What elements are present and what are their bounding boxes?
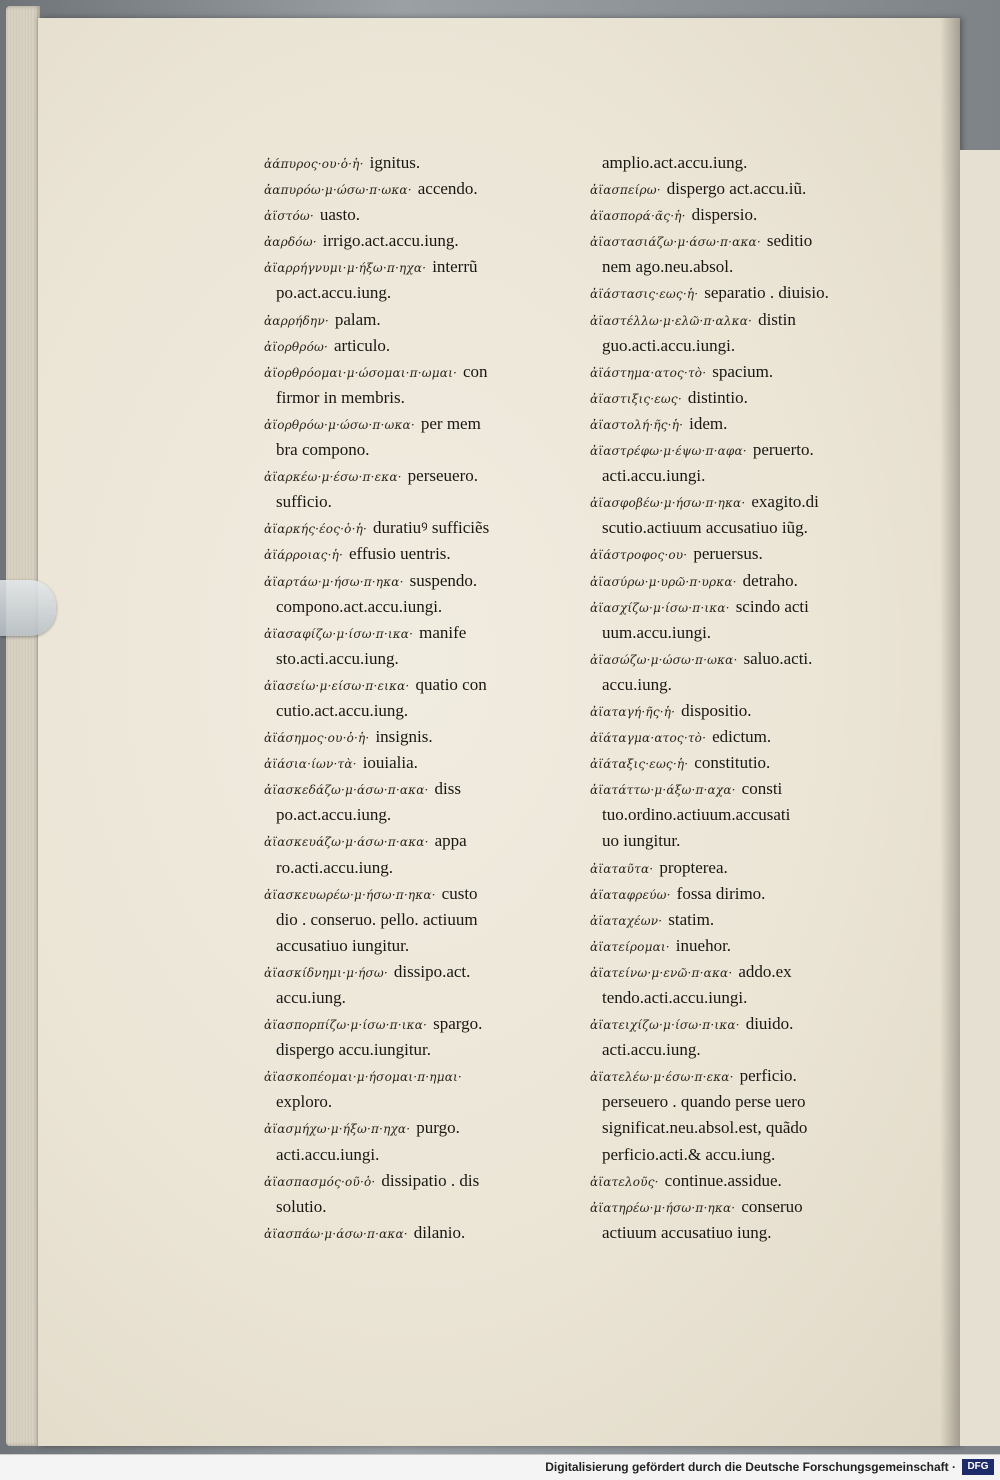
latin-gloss: po.act.accu.iung. [276,805,392,825]
dictionary-line [264,1011,524,1037]
greek-headword: ἀϊασύρω·μ·υρῶ·π·υρκα· [590,574,737,589]
greek-headword: ἀαρρήδην· [264,313,329,328]
page-block-edge [6,6,40,1446]
dictionary-line [590,907,890,933]
dictionary-line [264,1220,524,1246]
greek-headword: ἀϊασκίδνημι·μ·ήσω· [264,965,388,980]
page-gutter [940,18,960,1446]
dictionary-line [590,855,890,881]
latin-gloss: accusatiuo iungitur. [276,935,410,955]
latin-gloss: dispositio. [681,700,752,720]
latin-gloss: uum.accu.iungi. [602,622,712,642]
latin-gloss: diuido. [745,1014,794,1034]
dictionary-line [590,881,890,907]
latin-gloss: sto.acti.accu.iung. [276,648,399,668]
latin-gloss: dissipo.act. [393,961,471,981]
latin-gloss: scutio.actiuum accusatiuo iũg. [602,518,808,538]
dictionary-line [590,176,890,202]
latin-gloss: edictum. [712,727,772,747]
greek-headword: ἀϊασφοβέω·μ·ήσω·π·ηκα· [590,496,746,511]
dictionary-line [264,437,524,463]
latin-gloss: tendo.acti.accu.iungi. [602,988,748,1007]
greek-headword: ἀϊατάττω·μ·άξω·π·αχα· [590,783,736,798]
greek-headword: ἀϊαταῦτα· [590,861,654,876]
dictionary-line [264,724,524,750]
greek-headword: ἀϊορθρόω· [264,339,328,354]
dictionary-line [264,750,524,776]
latin-gloss: tuo.ordino.actiuum.accusati [602,805,791,825]
dictionary-line [264,202,524,228]
greek-headword: ἀϊαταγή·ῆς·ἡ· [590,704,676,719]
latin-gloss: palam. [334,309,381,329]
greek-headword: ἀϊάστημα·ατος·τὸ· [590,365,707,380]
latin-gloss: duratiuꝰ sufficiẽs [373,518,490,538]
greek-headword: ἀϊασκεδάζω·μ·άσω·π·ακα· [264,783,429,798]
latin-gloss: purgo. [416,1118,460,1138]
latin-gloss: perseuero . quando perse uero [602,1092,806,1112]
greek-headword: ἀϊάταξις·εως·ἡ· [590,757,689,772]
latin-gloss: uo iungitur. [602,831,681,851]
dictionary-line [590,750,890,776]
greek-headword: ἀϊστόω· [264,209,314,224]
latin-gloss: per mem [420,413,481,433]
latin-gloss: effusio uentris. [349,544,451,564]
dictionary-line [590,359,890,385]
dictionary-line [590,1220,890,1246]
latin-gloss: idem. [689,413,728,433]
greek-headword: ἀϊορθρόω·μ·ώσω·π·ωκα· [264,417,415,432]
dictionary-line [590,541,890,567]
latin-gloss: separatio . diuisio. [704,283,829,303]
dictionary-line [264,1168,524,1194]
greek-headword: ἀϊαστρέφω·μ·έψω·π·αφα· [590,444,747,459]
dictionary-line [264,1142,524,1168]
latin-gloss: bra compono. [276,440,370,460]
dictionary-line [590,1063,890,1089]
dictionary-line [264,855,524,881]
latin-gloss: sufficio. [276,492,332,512]
latin-gloss: guo.acti.accu.iungi. [602,335,736,355]
latin-gloss: accendo. [417,179,478,199]
latin-gloss: spargo. [433,1014,483,1034]
latin-gloss: dio . conseruo. pello. actiuum [276,909,478,929]
latin-gloss: conseruo [741,1196,803,1216]
latin-gloss: suspendo. [409,570,478,590]
greek-headword: ἀϊασκευάζω·μ·άσω·π·ακα· [264,835,429,850]
dictionary-line [264,907,524,933]
greek-headword: ἀϊασχίζω·μ·ίσω·π·ικα· [590,600,730,615]
greek-headword: ἀϊάστασις·εως·ἡ· [590,287,699,302]
latin-gloss: consti [741,779,783,799]
latin-gloss: accu.iung. [602,674,672,694]
latin-gloss: insignis. [375,727,433,747]
dictionary-line [264,515,524,541]
greek-headword: ἀϊατελοῦς· [590,1174,659,1189]
latin-gloss: con [462,361,488,381]
latin-gloss: irrigo.act.accu.iung. [322,231,459,251]
dictionary-line [590,828,890,854]
latin-gloss: addo.ex [738,961,792,981]
greek-headword: ἀϊασπείρω· [590,183,661,198]
dictionary-line [264,1089,524,1115]
dictionary-line [590,933,890,959]
dictionary-line [264,333,524,359]
dictionary-line [590,620,890,646]
latin-gloss: continue.assidue. [664,1170,782,1190]
greek-headword: ἀϊασπορά·ᾶς·ἡ· [590,209,686,224]
greek-headword: ἀϊάταγμα·ατος·τὸ· [590,731,707,746]
dictionary-line [590,202,890,228]
footer-credit: Digitalisierung gefördert durch die Deutsche Forschungsgemeinschaft · [545,1460,956,1474]
dictionary-line [264,385,524,411]
greek-headword: ἀϊασείω·μ·είσω·π·εικα· [264,678,410,693]
latin-gloss: distin [758,309,796,329]
dictionary-line [590,1115,890,1141]
latin-gloss: custo [441,883,478,903]
dictionary-line [590,646,890,672]
dictionary-line [590,333,890,359]
latin-gloss: perficio. [739,1066,797,1086]
latin-gloss: articulo. [334,335,391,355]
latin-gloss: compono.act.accu.iungi. [276,596,443,616]
greek-headword: ἀαρδόω· [264,235,317,250]
dictionary-line [264,1063,524,1089]
latin-gloss: distintio. [687,387,748,407]
latin-gloss: dispergo act.accu.iũ. [666,179,807,199]
latin-gloss: seditio [766,231,813,251]
greek-headword: ἀϊάσια·ίων·τὰ· [264,757,357,772]
dictionary-line [264,359,524,385]
greek-headword: ἀάπυρος·ου·ὁ·ἡ· [264,157,364,171]
dictionary-line [590,672,890,698]
greek-headword: ἀϊαστιξις·εως· [590,391,682,406]
latin-gloss: peruersus. [693,544,763,564]
latin-gloss: spacium. [712,361,774,381]
greek-headword: ἀϊαταχέων· [590,913,663,928]
latin-gloss: amplio.act.accu.iung. [602,153,748,172]
dictionary-line [264,150,524,176]
greek-headword: ἀϊαρκής·έος·ὁ·ἡ· [264,522,368,537]
dictionary-line [590,254,890,280]
dfg-logo: DFG [962,1459,994,1475]
latin-gloss: ignitus. [369,153,421,172]
dictionary-line [590,307,890,333]
latin-gloss: accu.iung. [276,988,346,1007]
latin-gloss: scindo acti [735,596,809,616]
dictionary-line [264,776,524,802]
dictionary-line [264,594,524,620]
dictionary-line [590,411,890,437]
latin-gloss: appa [434,831,467,851]
greek-headword: ἀϊατηρέω·μ·ήσω·π·ηκα· [590,1200,736,1215]
dictionary-line [590,280,890,306]
dictionary-line [264,985,524,1011]
dictionary-line [264,646,524,672]
greek-headword: ἀϊατείνω·μ·ενῶ·π·ακα· [590,965,733,980]
dictionary-line [264,568,524,594]
dictionary-line [590,698,890,724]
latin-gloss: perficio.acti.& accu.iung. [602,1144,776,1164]
dictionary-line [264,881,524,907]
latin-gloss: detraho. [742,570,798,590]
latin-gloss: peruerto. [752,440,814,460]
latin-gloss: fossa dirimo. [676,883,766,903]
dictionary-line [264,280,524,306]
greek-headword: ἀϊασκοπέομαι·μ·ήσομαι·π·ημαι· [264,1070,462,1085]
latin-gloss: dispersio. [691,205,758,225]
greek-headword: ἀϊορθρόομαι·μ·ώσομαι·π·ωμαι· [264,365,457,380]
dictionary-line [590,385,890,411]
greek-headword: ἀϊαρτάω·μ·ήσω·π·ηκα· [264,574,404,589]
dictionary-line [590,959,890,985]
greek-headword: ἀϊατειχίζω·μ·ίσω·π·ικα· [590,1018,740,1033]
latin-gloss: constitutio. [694,753,771,773]
dictionary-line [590,1089,890,1115]
dictionary-line [264,698,524,724]
greek-headword: ἀϊάρροιας·ἡ· [264,548,343,563]
latin-gloss: propterea. [659,857,728,877]
dictionary-line [590,802,890,828]
dictionary-line [590,228,890,254]
dictionary-line [590,463,890,489]
latin-gloss: inuehor. [675,935,732,955]
greek-headword: ἀϊάστροφος·ου· [590,548,688,563]
dictionary-line [264,176,524,202]
right-column [590,150,890,1246]
greek-headword: ἀϊαστασιάζω·μ·άσω·π·ακα· [590,235,761,250]
dictionary-line [590,594,890,620]
dictionary-line [264,620,524,646]
latin-gloss: firmor in membris. [276,387,405,407]
dictionary-line [264,933,524,959]
greek-headword: ἀϊατελέω·μ·έσω·π·εκα· [590,1070,734,1085]
latin-gloss: uasto. [319,205,361,225]
dictionary-line [590,985,890,1011]
greek-headword: ἀϊατείρομαι· [590,939,670,954]
greek-headword: ἀϊασώζω·μ·ώσω·π·ωκα· [590,652,738,667]
greek-headword: ἀϊαρρήγνυμι·μ·ήξω·π·ηχα· [264,261,427,276]
latin-gloss: actiuum accusatiuo iung. [602,1222,772,1242]
latin-gloss: dissipatio . dis [381,1170,480,1190]
latin-gloss: acti.accu.iungi. [602,466,706,486]
latin-gloss: diss [434,779,462,799]
greek-headword: ἀϊασπάω·μ·άσω·π·ακα· [264,1226,408,1241]
dictionary-line [590,1037,890,1063]
dictionary-line [264,1115,524,1141]
page-clip [0,580,56,636]
dictionary-line [590,568,890,594]
dictionary-line [590,724,890,750]
greek-headword: ἀϊαταφρεύω· [590,887,671,902]
latin-gloss: iouialia. [362,753,418,773]
latin-gloss: significat.neu.absol.est, quãdo [602,1118,808,1138]
latin-gloss: dilanio. [413,1222,466,1242]
dictionary-line [264,672,524,698]
latin-gloss: nem ago.neu.absol. [602,257,734,277]
latin-gloss: exploro. [276,1092,333,1112]
dictionary-line [590,1011,890,1037]
latin-gloss: cutio.act.accu.iung. [276,700,409,720]
dictionary-line [590,515,890,541]
dictionary-line [264,1037,524,1063]
latin-gloss: quatio con [415,674,487,694]
greek-headword: ἀϊασπορπίζω·μ·ίσω·π·ικα· [264,1018,428,1033]
dictionary-line [264,541,524,567]
greek-headword: ἀϊαρκέω·μ·έσω·π·εκα· [264,470,402,485]
left-column [264,150,524,1246]
dictionary-line [590,489,890,515]
dictionary-line [264,1194,524,1220]
latin-gloss: ro.acti.accu.iung. [276,857,394,877]
latin-gloss: acti.accu.iungi. [276,1144,380,1164]
dictionary-line [590,437,890,463]
dictionary-line [264,828,524,854]
latin-gloss: solutio. [276,1196,327,1216]
latin-gloss: manife [419,622,467,642]
dictionary-line [264,411,524,437]
greek-headword: ἀϊασαφίζω·μ·ίσω·π·ικα· [264,626,414,641]
dictionary-line [264,489,524,515]
greek-headword: ἀϊασμήχω·μ·ήξω·π·ηχα· [264,1122,411,1137]
latin-gloss: statim. [668,909,715,929]
latin-gloss: dispergo accu.iungitur. [276,1040,432,1060]
dictionary-line [264,463,524,489]
latin-gloss: interrũ [432,257,478,277]
greek-headword: ἀαπυρόω·μ·ώσω·π·ωκα· [264,183,412,198]
latin-gloss: saluo.acti. [743,648,813,668]
greek-headword: ἀϊαστέλλω·μ·ελῶ·π·αλκα· [590,313,753,328]
dictionary-line [264,307,524,333]
latin-gloss: perseuero. [407,466,478,486]
digitization-footer [0,1454,1000,1480]
dictionary-line [590,150,890,176]
dictionary-line [264,228,524,254]
dictionary-line [264,802,524,828]
dictionary-line [590,776,890,802]
latin-gloss: exagito.di [751,492,819,512]
latin-gloss: po.act.accu.iung. [276,283,392,303]
dictionary-line [590,1142,890,1168]
facing-page-strip [960,150,1000,1446]
dictionary-line [590,1194,890,1220]
dictionary-line [264,959,524,985]
dictionary-line [590,1168,890,1194]
greek-headword: ἀϊαστολή·ῆς·ἡ· [590,417,684,432]
latin-gloss: acti.accu.iung. [602,1040,701,1060]
greek-headword: ἀϊάσημος·ου·ὁ·ἡ· [264,731,370,746]
greek-headword: ἀϊασπασμός·οῦ·ὁ· [264,1174,376,1189]
dictionary-line [264,254,524,280]
greek-headword: ἀϊασκευωρέω·μ·ήσω·π·ηκα· [264,887,436,902]
